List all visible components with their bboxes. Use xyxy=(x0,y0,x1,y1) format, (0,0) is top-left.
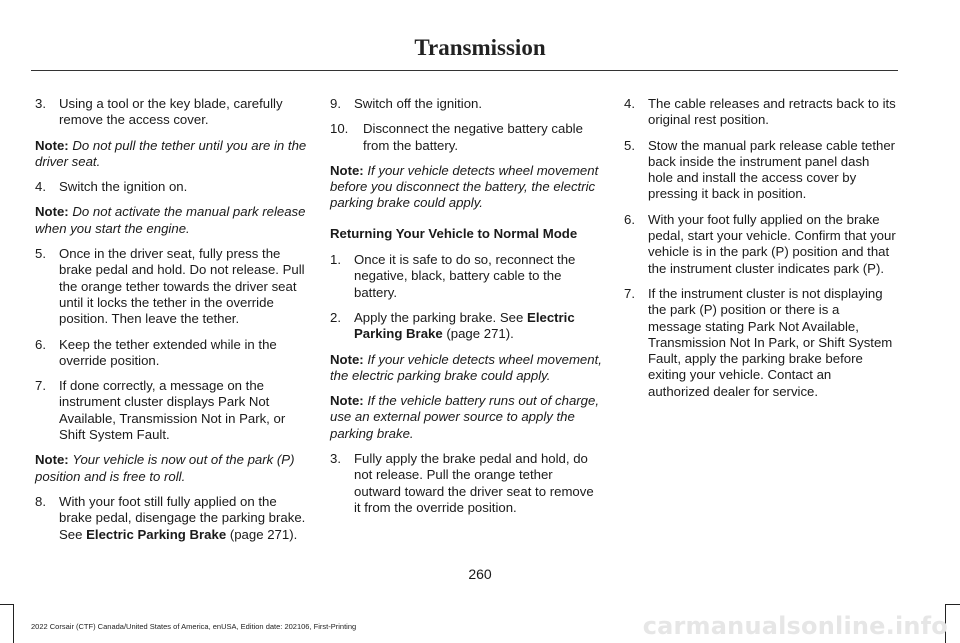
item-text: Switch the ignition on. xyxy=(59,179,188,195)
item-number: 5. xyxy=(35,246,46,262)
item-number: 1. xyxy=(330,252,341,268)
page-number: 260 xyxy=(468,566,492,582)
list-item xyxy=(624,96,896,129)
edition-footer: 2022 Corsair (CTF) Canada/United States of America, enUSA, Edition date: 202106, First-Printing xyxy=(31,622,357,631)
crop-mark xyxy=(945,604,960,605)
watermark: carmanualsonline.info xyxy=(642,612,948,640)
crop-mark xyxy=(13,604,14,643)
item-text: Once in the driver seat, fully press the brake pedal and hold. Do not release. Pull the orange tether towards the driver seat until it locks the tether in the override position. Then leave the tether. xyxy=(59,246,305,327)
note-label: Note: xyxy=(35,452,69,468)
note xyxy=(330,163,602,212)
item-number: 3. xyxy=(330,451,341,467)
list-item xyxy=(624,286,896,400)
note xyxy=(35,452,307,485)
list-item xyxy=(624,212,896,277)
item-text: Once it is safe to do so, reconnect the negative, black, battery cable to the battery. xyxy=(354,252,576,300)
list-item xyxy=(330,252,602,301)
item-text: Stow the manual park release cable tether back inside the instrument panel dash hole and install the access cover by pressing it back in position. xyxy=(648,137,896,202)
list-item xyxy=(35,246,307,327)
note xyxy=(330,352,602,385)
list-item xyxy=(35,96,307,129)
item-number: 3. xyxy=(35,96,46,111)
list-item xyxy=(330,121,602,154)
list-item xyxy=(624,138,896,203)
note-label: Note: xyxy=(35,204,69,220)
item-number: 2. xyxy=(330,309,341,325)
note-text: Your vehicle is now out of the park (P) position and is free to roll. xyxy=(35,452,295,484)
list-item xyxy=(35,378,307,443)
note-text: If your vehicle detects wheel movement before you disconnect the battery, the electric parking brake could apply. xyxy=(330,162,599,211)
item-text: Switch off the ignition. xyxy=(354,96,483,111)
item-number: 6. xyxy=(35,336,46,352)
item-text: Fully apply the brake pedal and hold, do not release. Pull the orange tether outward toward the driver seat to remove it from the override position. xyxy=(354,451,594,515)
item-number: 9. xyxy=(330,96,341,111)
note-text: Do not activate the manual park release when you start the engine. xyxy=(35,204,306,236)
item-number: 8. xyxy=(35,493,46,509)
item-number: 7. xyxy=(624,285,635,301)
item-number: 4. xyxy=(35,179,46,195)
column-2 xyxy=(330,96,602,525)
list-item xyxy=(35,337,307,370)
item-text: Keep the tether extended while in the override position. xyxy=(59,336,277,368)
column-3 xyxy=(624,96,896,409)
cross-reference-link[interactable]: Electric Parking Brake xyxy=(86,526,227,542)
column-1 xyxy=(35,96,307,552)
note xyxy=(330,393,602,442)
item-number: 10. xyxy=(330,121,349,137)
list-item xyxy=(35,179,307,195)
list-item xyxy=(330,96,602,112)
section-heading: Returning Your Vehicle to Normal Mode xyxy=(330,225,578,241)
page-reference: (page 271). xyxy=(229,526,298,542)
note-text: If your vehicle detects wheel movement, the electric parking brake could apply. xyxy=(330,351,602,383)
item-text: Disconnect the negative battery cable from the battery. xyxy=(363,121,583,153)
page-title: Transmission xyxy=(414,35,546,60)
item-text: With your foot fully applied on the brake pedal, start your vehicle. Confirm that your vehicle is in the park (P) position and that the instrument cluster indicates park (P). xyxy=(648,211,896,276)
item-text: Using a tool or the key blade, carefully remove the access cover. xyxy=(59,96,283,128)
note-label: Note: xyxy=(330,351,364,367)
item-number: 5. xyxy=(624,137,635,153)
note-label: Note: xyxy=(35,137,69,153)
list-item xyxy=(330,310,602,343)
note-label: Note: xyxy=(330,162,364,178)
note-text: Do not pull the tether until you are in the driver seat. xyxy=(35,137,307,169)
list-item xyxy=(35,494,307,543)
item-number: 6. xyxy=(624,211,635,227)
note xyxy=(35,204,307,237)
note-label: Note: xyxy=(330,393,364,409)
item-text: Apply the parking brake. See xyxy=(354,309,524,325)
item-text: The cable releases and retracts back to its original rest position. xyxy=(648,96,896,128)
note xyxy=(35,138,307,171)
cross-reference-link[interactable]: Electric Parking Brake xyxy=(354,309,575,342)
item-number: 7. xyxy=(35,378,46,394)
note-text: If the vehicle battery runs out of charge, use an external power source to apply the parking brake. xyxy=(330,393,600,441)
crop-mark xyxy=(0,604,14,605)
page-reference: (page 271). xyxy=(446,326,514,342)
item-number: 4. xyxy=(624,96,635,111)
list-item xyxy=(330,451,602,516)
header-rule xyxy=(31,70,898,71)
item-text: With your foot still fully applied on the brake pedal, disengage the parking brake. See xyxy=(59,493,306,542)
item-text: If the instrument cluster is not displaying the park (P) position or there is a message stating Park Not Available, Transmission Not In Park, or Shift System Fault, apply the parking brake before exiting your vehicle. Contact an authorized dealer for service. xyxy=(648,285,893,399)
item-text: If done correctly, a message on the instrument cluster displays Park Not Available, Transmission Not in Park, or Shift System Fault. xyxy=(59,378,286,443)
